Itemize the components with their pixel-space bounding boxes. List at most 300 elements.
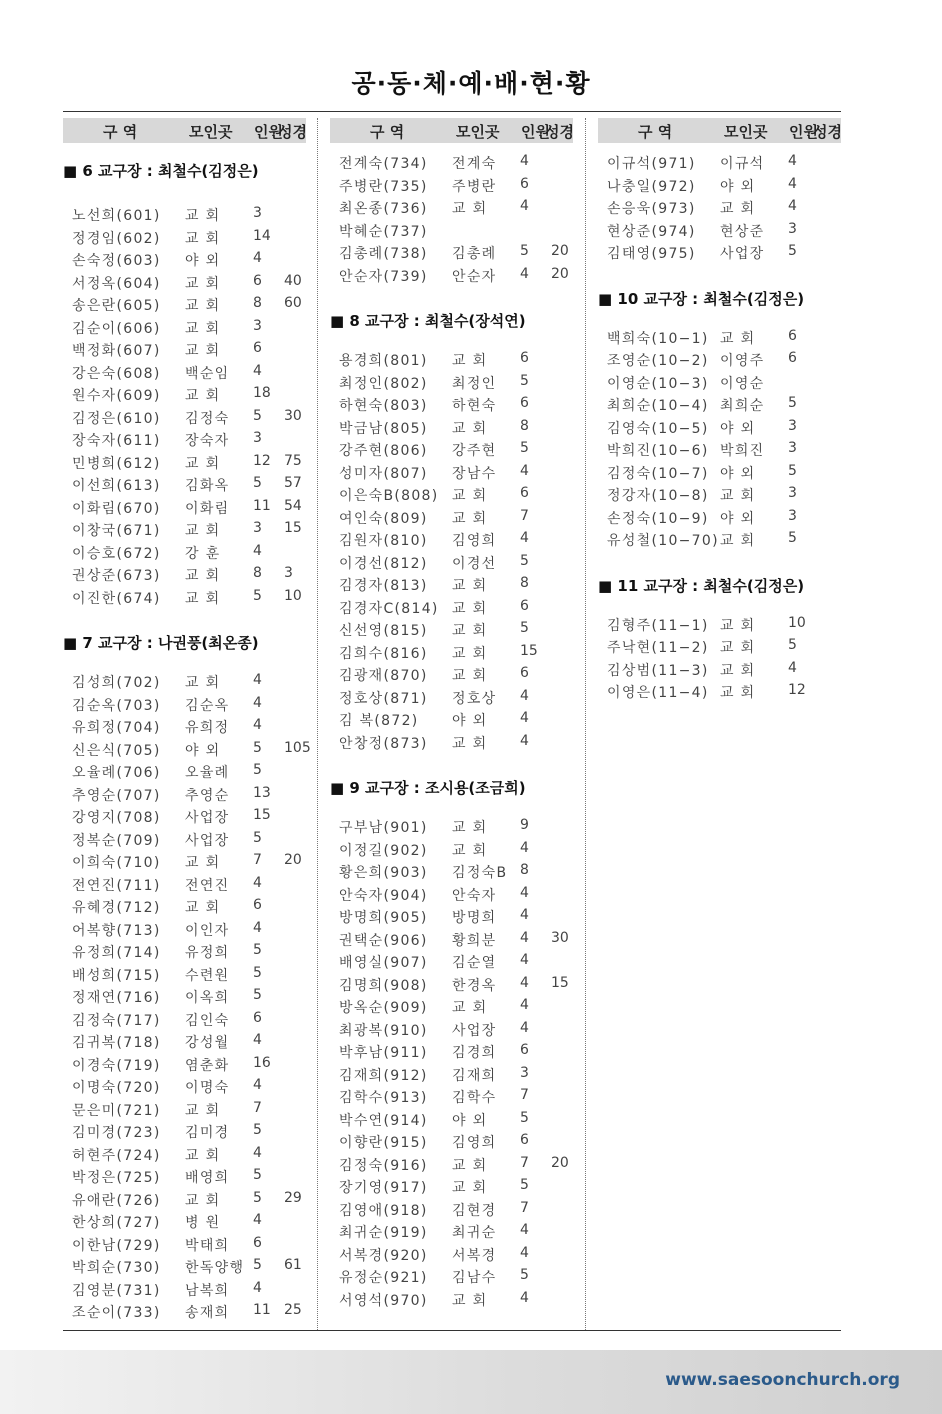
column-divider-2 bbox=[585, 118, 586, 1330]
cell-count: 4 bbox=[253, 717, 262, 733]
cell-place: 오율례 bbox=[185, 765, 230, 781]
cell-area: 조영순(10−2) bbox=[607, 353, 709, 369]
cell-count: 4 bbox=[520, 710, 529, 726]
page-title: 공·동·체·예·배·현·황 bbox=[351, 69, 591, 98]
cell-place: 추영순 bbox=[185, 787, 230, 804]
cell-bible: 10 bbox=[284, 587, 302, 604]
cell-place: 배영희 bbox=[185, 1170, 230, 1186]
table-row bbox=[330, 997, 573, 1019]
cell-area: 황은희(903) bbox=[339, 865, 428, 881]
cell-area: 김미경(723) bbox=[72, 1125, 161, 1141]
cell-place: 이영주 bbox=[720, 353, 765, 369]
table-row bbox=[330, 1245, 573, 1267]
cell-place: 사업장 bbox=[185, 810, 230, 826]
cell-count: 4 bbox=[520, 153, 529, 169]
cell-count: 4 bbox=[520, 462, 529, 479]
cell-place: 교 회 bbox=[720, 662, 756, 679]
cell-place: 이규석 bbox=[720, 156, 765, 172]
cell-count: 4 bbox=[520, 1244, 529, 1261]
table-row bbox=[63, 1145, 306, 1167]
cell-place: 교 회 bbox=[452, 201, 488, 217]
cell-area: 한상희(727) bbox=[72, 1215, 161, 1231]
cell-area: 허현주(724) bbox=[72, 1147, 161, 1164]
cell-count: 8 bbox=[253, 565, 262, 581]
table-row bbox=[330, 862, 573, 884]
cell-bible: 20 bbox=[551, 243, 569, 259]
cell-area: 이규석(971) bbox=[607, 156, 696, 172]
table-row bbox=[330, 710, 573, 732]
cell-count: 5 bbox=[520, 552, 529, 569]
table-row bbox=[330, 733, 573, 755]
cell-area: 노선희(601) bbox=[72, 208, 161, 224]
cell-place: 박희진 bbox=[720, 443, 765, 459]
cell-place: 이인자 bbox=[185, 922, 230, 939]
cell-place: 하현숙 bbox=[452, 398, 497, 414]
cell-area: 백정화(607) bbox=[72, 343, 161, 359]
cell-place: 교 회 bbox=[452, 600, 488, 617]
table-row bbox=[330, 153, 573, 175]
cell-count: 4 bbox=[520, 884, 529, 901]
cell-area: 정재연(716) bbox=[72, 990, 161, 1006]
table-row bbox=[330, 975, 573, 997]
cell-place: 교 회 bbox=[452, 820, 488, 836]
table-row bbox=[63, 1077, 306, 1099]
cell-place: 교 회 bbox=[452, 1180, 488, 1196]
cell-place: 교 회 bbox=[452, 623, 488, 639]
cell-area: 강은숙(608) bbox=[72, 365, 161, 382]
cell-area: 신은식(705) bbox=[72, 742, 161, 759]
cell-count: 6 bbox=[788, 350, 797, 366]
table-row bbox=[63, 987, 306, 1009]
cell-place: 교 회 bbox=[452, 578, 488, 594]
table-row bbox=[598, 176, 841, 198]
cell-place: 김재희 bbox=[452, 1067, 497, 1084]
cell-area: 김성희(702) bbox=[72, 675, 161, 691]
cell-place: 이옥희 bbox=[185, 990, 230, 1006]
cell-place: 교 회 bbox=[452, 353, 488, 369]
cell-count: 14 bbox=[253, 227, 271, 244]
cell-count: 3 bbox=[788, 220, 797, 237]
table-row bbox=[598, 508, 841, 530]
cell-area: 최광복(910) bbox=[339, 1022, 428, 1039]
cell-area: 유애란(726) bbox=[72, 1192, 161, 1209]
cell-area: 이영은(11−4) bbox=[607, 685, 709, 701]
cell-place: 김순열 bbox=[452, 955, 497, 971]
table-row bbox=[63, 739, 311, 762]
cell-count: 5 bbox=[253, 587, 262, 604]
table-row bbox=[63, 1302, 306, 1324]
cell-count: 5 bbox=[520, 440, 529, 456]
table-row bbox=[598, 373, 841, 395]
cell-place: 김화옥 bbox=[185, 478, 230, 494]
cell-area: 전계숙(734) bbox=[339, 156, 428, 172]
table-row bbox=[598, 682, 841, 704]
cell-area: 방명희(905) bbox=[339, 910, 428, 926]
cell-place: 교 회 bbox=[452, 842, 488, 859]
table-row bbox=[63, 1055, 306, 1077]
cell-place: 유정희 bbox=[185, 945, 230, 961]
cell-bible: 20 bbox=[551, 1154, 569, 1171]
cell-place: 강 훈 bbox=[185, 545, 221, 562]
cell-count: 4 bbox=[520, 929, 529, 946]
cell-area: 박희순(730) bbox=[72, 1260, 161, 1276]
cell-place: 교 회 bbox=[185, 298, 221, 314]
cell-area: 박정은(725) bbox=[72, 1170, 161, 1186]
cell-area: 김광재(870) bbox=[339, 668, 428, 684]
cell-place: 김총례 bbox=[452, 246, 497, 262]
cell-area: 방옥순(909) bbox=[339, 1000, 428, 1016]
table-row bbox=[63, 695, 306, 717]
cell-area: 정복순(709) bbox=[72, 832, 161, 849]
cell-area: 권상준(673) bbox=[72, 568, 161, 584]
table-row bbox=[330, 1132, 573, 1154]
cell-place: 야 외 bbox=[720, 178, 756, 195]
cell-bible: 15 bbox=[284, 520, 302, 536]
table-row bbox=[330, 1087, 573, 1109]
cell-area: 이정길(902) bbox=[339, 842, 428, 859]
cell-count: 5 bbox=[788, 637, 797, 653]
cell-place: 김정숙 bbox=[185, 410, 230, 427]
table-row bbox=[63, 807, 306, 829]
cell-area: 문은미(721) bbox=[72, 1102, 161, 1119]
top-rule bbox=[63, 111, 841, 112]
cell-area: 나충일(972) bbox=[607, 178, 696, 195]
cell-area: 박희진(10−6) bbox=[607, 443, 709, 459]
cell-count: 5 bbox=[520, 620, 529, 636]
table-row bbox=[330, 643, 573, 665]
cell-count: 4 bbox=[253, 1032, 262, 1048]
cell-area: 김총례(738) bbox=[339, 246, 428, 262]
cell-place: 교 회 bbox=[720, 640, 756, 656]
table-row bbox=[330, 1020, 573, 1042]
cell-place: 교 회 bbox=[452, 420, 488, 437]
cell-area: 구부남(901) bbox=[339, 820, 428, 836]
cell-area: 민병희(612) bbox=[72, 455, 161, 472]
cell-count: 6 bbox=[520, 1132, 529, 1148]
cell-place: 교 회 bbox=[185, 275, 221, 292]
cell-place: 야 외 bbox=[452, 713, 488, 729]
cell-bible: 105 bbox=[284, 739, 311, 756]
table-row bbox=[330, 553, 573, 575]
cell-place: 교 회 bbox=[452, 1157, 488, 1174]
column-header bbox=[598, 118, 841, 143]
cell-area: 장숙자(611) bbox=[72, 433, 161, 449]
cell-place: 교 회 bbox=[185, 900, 221, 916]
cell-count: 7 bbox=[520, 1154, 529, 1171]
cell-count: 4 bbox=[253, 250, 262, 266]
cell-count: 5 bbox=[253, 1189, 262, 1206]
section-title: ■ 8 교구장 : 최철수(장석연) bbox=[330, 312, 526, 330]
table-row bbox=[63, 295, 306, 317]
cell-place: 박태희 bbox=[185, 1237, 230, 1254]
cell-area: 전연진(711) bbox=[72, 877, 161, 894]
cell-count: 4 bbox=[520, 952, 529, 968]
cell-area: 손응욱(973) bbox=[607, 201, 696, 217]
cell-count: 4 bbox=[253, 1144, 262, 1161]
cell-place: 교 회 bbox=[185, 590, 221, 607]
cell-place: 교 회 bbox=[720, 685, 756, 701]
cell-count: 3 bbox=[520, 1064, 529, 1081]
cell-count: 8 bbox=[520, 575, 529, 591]
cell-count: 5 bbox=[253, 1257, 262, 1273]
cell-place: 강주현 bbox=[452, 443, 497, 459]
cell-count: 3 bbox=[788, 507, 797, 524]
cell-area: 유정희(714) bbox=[72, 945, 161, 961]
column-header bbox=[63, 118, 306, 143]
cell-count: 4 bbox=[520, 907, 529, 923]
header-bible: 성경 bbox=[813, 123, 842, 141]
table-row bbox=[330, 907, 573, 929]
cell-count: 5 bbox=[788, 395, 797, 411]
cell-place: 교 회 bbox=[452, 488, 488, 504]
cell-place: 야 외 bbox=[185, 253, 221, 269]
cell-count: 8 bbox=[520, 862, 529, 878]
cell-area: 김 복(872) bbox=[339, 713, 419, 729]
table-row bbox=[63, 965, 306, 987]
header-place: 모인곳 bbox=[456, 123, 500, 141]
cell-count: 5 bbox=[253, 407, 262, 424]
table-row bbox=[330, 508, 573, 530]
cell-place: 전연진 bbox=[185, 877, 230, 894]
table-row bbox=[63, 543, 306, 565]
header-area: 구 역 bbox=[370, 123, 405, 141]
table-row bbox=[330, 840, 573, 862]
cell-area: 김재희(912) bbox=[339, 1067, 428, 1084]
cell-count: 4 bbox=[253, 1212, 262, 1228]
table-row bbox=[63, 475, 306, 497]
cell-place: 서복경 bbox=[452, 1247, 497, 1264]
table-row bbox=[63, 430, 306, 452]
cell-count: 6 bbox=[253, 1009, 262, 1026]
table-row bbox=[330, 176, 573, 198]
table-row bbox=[63, 897, 306, 919]
cell-area: 최희순(10−4) bbox=[607, 398, 709, 414]
cell-place: 김현경 bbox=[452, 1202, 497, 1219]
table-row bbox=[330, 395, 573, 417]
cell-area: 송은란(605) bbox=[72, 298, 161, 314]
cell-place: 교 회 bbox=[185, 455, 221, 472]
cell-bible: 54 bbox=[284, 497, 302, 514]
cell-area: 이승호(672) bbox=[72, 545, 161, 562]
table-row bbox=[63, 363, 306, 385]
cell-bible: 57 bbox=[284, 475, 302, 491]
cell-area: 여인숙(809) bbox=[339, 510, 428, 527]
cell-count: 5 bbox=[788, 462, 797, 479]
cell-count: 4 bbox=[253, 1279, 262, 1296]
cell-area: 김상범(11−3) bbox=[607, 662, 709, 679]
cell-place: 교 회 bbox=[185, 523, 221, 539]
cell-bible: 75 bbox=[284, 452, 302, 469]
cell-place: 장숙자 bbox=[185, 433, 230, 449]
cell-count: 4 bbox=[788, 175, 797, 192]
cell-place: 사업장 bbox=[720, 246, 765, 262]
cell-place: 남복희 bbox=[185, 1282, 230, 1299]
cell-count: 5 bbox=[253, 739, 262, 756]
table-row bbox=[598, 243, 841, 265]
table-row bbox=[598, 530, 841, 552]
table-row bbox=[63, 1190, 306, 1212]
cell-area: 김귀복(718) bbox=[72, 1035, 161, 1051]
cell-bible: 20 bbox=[551, 265, 569, 282]
table-row bbox=[598, 221, 841, 243]
cell-area: 어복향(713) bbox=[72, 922, 161, 939]
cell-place: 교 회 bbox=[185, 388, 221, 404]
table-row bbox=[330, 418, 573, 440]
cell-count: 7 bbox=[253, 852, 262, 868]
cell-count: 6 bbox=[520, 395, 529, 411]
cell-count: 5 bbox=[788, 243, 797, 259]
table-row bbox=[63, 785, 306, 807]
cell-area: 김희수(816) bbox=[339, 645, 428, 662]
cell-count: 6 bbox=[520, 350, 529, 366]
cell-place: 방명희 bbox=[452, 910, 497, 926]
column-divider-1 bbox=[317, 118, 318, 1330]
table-row bbox=[330, 598, 573, 620]
cell-place: 김남수 bbox=[452, 1270, 497, 1286]
cell-count: 5 bbox=[253, 829, 262, 846]
table-row bbox=[63, 920, 306, 942]
table-row bbox=[63, 588, 306, 610]
cell-place: 김순옥 bbox=[185, 697, 230, 714]
table-row bbox=[63, 942, 306, 964]
cell-count: 16 bbox=[253, 1054, 271, 1071]
table-row bbox=[63, 205, 306, 227]
table-row bbox=[330, 952, 573, 974]
cell-area: 김학수(913) bbox=[339, 1090, 428, 1106]
table-row bbox=[63, 273, 306, 295]
table-row bbox=[63, 385, 306, 407]
cell-area: 백희숙(10−1) bbox=[607, 330, 709, 347]
cell-count: 4 bbox=[520, 1222, 529, 1238]
cell-place: 교 회 bbox=[185, 230, 221, 247]
table-row bbox=[63, 1235, 306, 1257]
cell-area: 유정순(921) bbox=[339, 1270, 428, 1286]
cell-count: 5 bbox=[253, 964, 262, 981]
cell-bible: 60 bbox=[284, 295, 302, 311]
table-row bbox=[63, 318, 306, 340]
cell-area: 오율례(706) bbox=[72, 765, 161, 781]
cell-area: 최귀순(919) bbox=[339, 1225, 428, 1241]
cell-count: 4 bbox=[520, 732, 529, 749]
cell-place: 교 회 bbox=[185, 208, 221, 224]
table-row bbox=[330, 1177, 573, 1199]
cell-place: 황희분 bbox=[452, 932, 497, 949]
cell-place: 교 회 bbox=[452, 1292, 488, 1309]
cell-area: 서정옥(604) bbox=[72, 275, 161, 292]
cell-count: 3 bbox=[253, 205, 262, 221]
section-title: ■ 6 교구장 : 최철수(김정은) bbox=[63, 162, 259, 180]
header-bible: 성경 bbox=[278, 123, 307, 141]
cell-area: 이경숙(719) bbox=[72, 1057, 161, 1074]
table-row bbox=[598, 637, 841, 659]
cell-count: 6 bbox=[520, 597, 529, 614]
cell-count: 7 bbox=[520, 1199, 529, 1216]
header-count: 인원 bbox=[254, 123, 283, 141]
cell-count: 11 bbox=[253, 497, 271, 514]
cell-place: 교 회 bbox=[720, 617, 756, 634]
cell-count: 5 bbox=[520, 243, 529, 259]
table-row bbox=[598, 440, 841, 462]
table-row bbox=[598, 660, 841, 682]
table-row bbox=[330, 350, 573, 372]
cell-area: 손정숙(10−9) bbox=[607, 510, 709, 527]
table-row bbox=[598, 328, 841, 350]
cell-place: 최귀순 bbox=[452, 1225, 497, 1241]
cell-count: 3 bbox=[788, 440, 797, 456]
cell-place: 교 회 bbox=[185, 568, 221, 584]
table-row bbox=[330, 266, 573, 288]
cell-area: 배성희(715) bbox=[72, 967, 161, 984]
table-row bbox=[330, 1155, 573, 1177]
cell-count: 5 bbox=[520, 1177, 529, 1193]
cell-bible: 25 bbox=[284, 1302, 302, 1318]
cell-area: 김정숙(717) bbox=[72, 1012, 161, 1029]
cell-place: 야 외 bbox=[452, 1112, 488, 1129]
cell-place: 사업장 bbox=[185, 832, 230, 849]
cell-area: 박후남(911) bbox=[339, 1045, 428, 1061]
cell-area: 최온종(736) bbox=[339, 201, 428, 217]
cell-count: 4 bbox=[520, 997, 529, 1013]
table-row bbox=[330, 1200, 573, 1222]
cell-area: 김명희(908) bbox=[339, 977, 428, 994]
cell-place: 이경선 bbox=[452, 555, 497, 572]
table-row bbox=[330, 485, 573, 507]
table-row bbox=[63, 672, 306, 694]
cell-count: 9 bbox=[520, 817, 529, 833]
cell-place: 수련원 bbox=[185, 967, 230, 984]
cell-area: 정강자(10−8) bbox=[607, 488, 709, 504]
cell-area: 이은숙B(808) bbox=[339, 488, 439, 504]
cell-count: 15 bbox=[253, 807, 271, 823]
table-row bbox=[330, 1290, 573, 1312]
cell-area: 서영석(970) bbox=[339, 1292, 428, 1309]
table-row bbox=[330, 885, 573, 907]
cell-area: 현상준(974) bbox=[607, 223, 696, 240]
cell-place: 한경옥 bbox=[452, 977, 497, 994]
table-row bbox=[63, 1212, 306, 1234]
cell-count: 4 bbox=[253, 542, 262, 559]
cell-area: 이창국(671) bbox=[72, 523, 161, 539]
cell-place: 안순자 bbox=[452, 268, 497, 285]
cell-place: 김경희 bbox=[452, 1045, 497, 1061]
section-title: ■ 7 교구장 : 나권풍(최온종) bbox=[63, 634, 259, 652]
cell-bible: 61 bbox=[284, 1257, 302, 1273]
cell-count: 5 bbox=[253, 987, 262, 1003]
column-1 bbox=[63, 118, 311, 1321]
table-row bbox=[330, 575, 573, 597]
cell-place: 최정인 bbox=[452, 375, 497, 392]
cell-area: 이진한(674) bbox=[72, 590, 161, 607]
cell-count: 6 bbox=[520, 665, 529, 681]
cell-bible: 20 bbox=[284, 852, 302, 868]
table-row bbox=[63, 1010, 306, 1032]
table-row bbox=[330, 373, 573, 395]
cell-place: 교 회 bbox=[720, 533, 756, 549]
header-count: 인원 bbox=[521, 123, 550, 141]
cell-place: 야 외 bbox=[720, 465, 756, 482]
cell-area: 김원자(810) bbox=[339, 533, 428, 549]
table-row bbox=[63, 1032, 306, 1054]
cell-area: 안순자(739) bbox=[339, 268, 428, 285]
cell-place: 현상준 bbox=[720, 223, 765, 240]
cell-place: 장남수 bbox=[452, 465, 497, 482]
table-row bbox=[598, 153, 841, 175]
cell-count: 4 bbox=[788, 659, 797, 676]
cell-place: 김영희 bbox=[452, 533, 497, 549]
footer-url[interactable]: www.saesoonchurch.org bbox=[665, 1370, 900, 1390]
cell-place: 전계숙 bbox=[452, 156, 497, 172]
table-row bbox=[330, 665, 573, 687]
